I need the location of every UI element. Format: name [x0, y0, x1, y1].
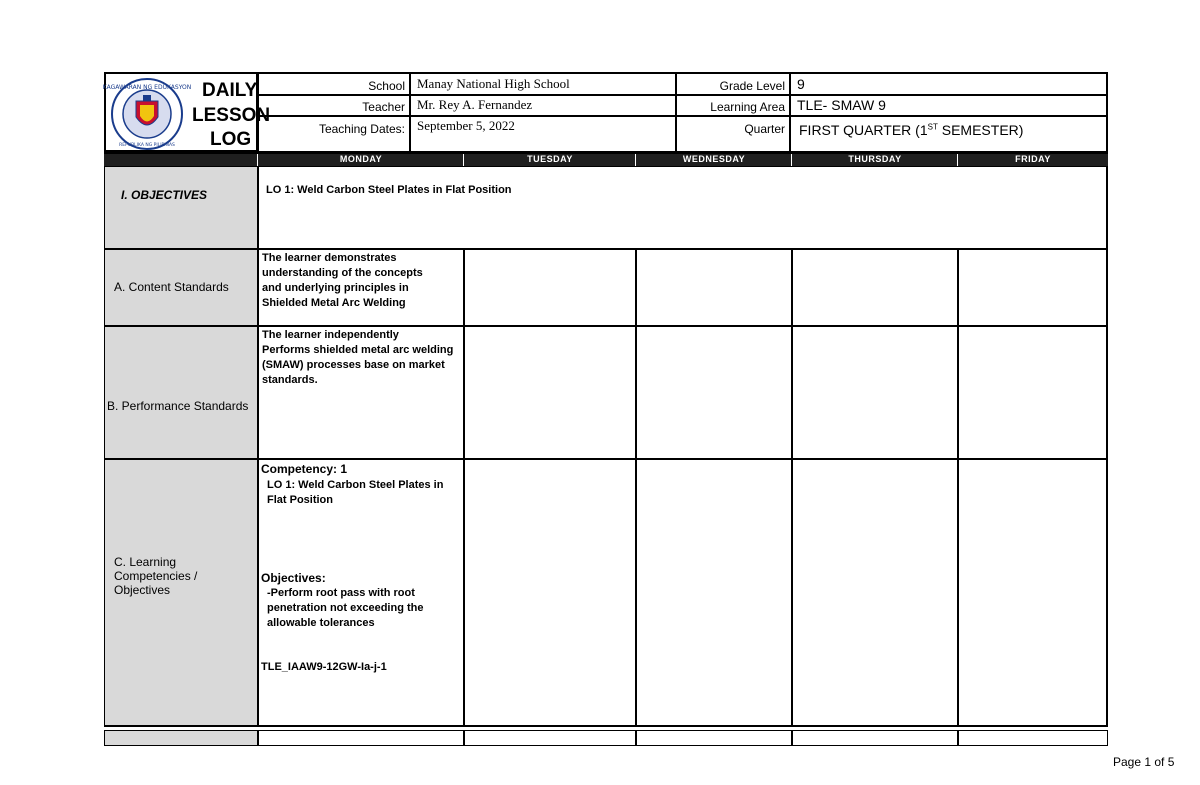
quarter-value-b: SEMESTER) [937, 122, 1024, 138]
quarter-value [791, 117, 1106, 138]
next-row-monday-cell [258, 730, 464, 746]
competency-line: LO 1: Weld Carbon Steel Plates in [267, 479, 444, 491]
content-wednesday-cell [636, 249, 792, 326]
competency-code: TLE_IAAW9-12GW-Ia-j-1 [261, 661, 387, 673]
performance-label: B. Performance Standards [107, 399, 249, 413]
dates-label: Teaching Dates: [318, 122, 405, 136]
competencies-label-line: C. Learning [114, 555, 177, 569]
dates-value: September 5, 2022 [417, 118, 515, 133]
competencies-label-line: Objectives [114, 583, 171, 597]
day-tuesday: TUESDAY [527, 154, 573, 164]
next-row-friday-cell [958, 730, 1108, 746]
competencies-tuesday-cell [464, 459, 636, 726]
quarter-label-cell [676, 116, 790, 152]
teacher-label-cell [258, 95, 410, 116]
performance-monday-cell [258, 326, 464, 459]
content-line: understanding of the concepts [262, 267, 423, 279]
competencies-thursday-cell [792, 459, 958, 726]
performance-line: Performs shielded metal arc welding [262, 344, 454, 356]
content-text [262, 251, 423, 311]
school-value: Manay National High School [417, 76, 570, 91]
content-line: and underlying principles in [262, 282, 409, 294]
objectives-label: I. OBJECTIVES [121, 188, 208, 202]
next-row-thursday-cell [792, 730, 958, 746]
day-thursday: THURSDAY [848, 154, 902, 164]
dates-label-cell [258, 116, 410, 152]
objective-line: allowable tolerances [267, 617, 375, 629]
school-label-cell [258, 72, 410, 95]
area-value-cell [790, 95, 1108, 116]
competency-text [267, 478, 443, 508]
objectives-cell [258, 166, 1108, 249]
grade-label-cell [676, 72, 790, 95]
competencies-wednesday-cell [636, 459, 792, 726]
day-friday: FRIDAY [1015, 154, 1051, 164]
content-monday-cell [258, 249, 464, 326]
seal-bottom-text: REPUBLIKA NG PILIPINAS [119, 143, 175, 148]
next-row-tuesday-cell [464, 730, 636, 746]
school-label: School [368, 79, 405, 93]
performance-text [262, 328, 453, 388]
school-value-cell [410, 72, 676, 95]
content-thursday-cell [792, 249, 958, 326]
performance-line: standards. [262, 374, 318, 386]
dates-value-cell [410, 116, 676, 152]
grade-value-cell [790, 72, 1108, 95]
content-tuesday-cell [464, 249, 636, 326]
objective-text [267, 586, 423, 631]
content-friday-cell [958, 249, 1108, 326]
performance-label-cell [104, 326, 258, 459]
deped-seal-icon [102, 77, 192, 151]
day-monday: MONDAY [339, 154, 383, 164]
performance-tuesday-cell [464, 326, 636, 459]
performance-line: (SMAW) processes base on market [262, 359, 445, 371]
performance-friday-cell [958, 326, 1108, 459]
content-line: The learner demonstrates [262, 252, 397, 264]
objectives-label-cell [104, 166, 258, 249]
competency-line: Flat Position [267, 494, 333, 506]
objective-line: penetration not exceeding the [267, 602, 424, 614]
title-cell [102, 72, 271, 152]
area-label: Learning Area [710, 100, 785, 114]
content-label: A. Content Standards [114, 280, 229, 294]
title-line-lesson: LESSON [192, 105, 271, 126]
next-row-wednesday-cell [636, 730, 792, 746]
teacher-value: Mr. Rey A. Fernandez [417, 97, 533, 112]
title-line-log: LOG [210, 129, 252, 150]
quarter-value-cell [790, 116, 1108, 152]
page-number: Page 1 of 5 [1113, 755, 1175, 769]
title-line-daily: DAILY [202, 80, 258, 101]
competency-heading: Competency: 1 [261, 462, 348, 476]
next-row-label-cell [104, 730, 258, 746]
grade-label: Grade Level [719, 79, 785, 93]
performance-thursday-cell [792, 326, 958, 459]
competencies-label-line: Competencies / [114, 569, 198, 583]
content-label-cell [104, 249, 258, 326]
quarter-sup: ST [927, 122, 938, 132]
content-line: Shielded Metal Arc Welding [262, 297, 406, 309]
performance-wednesday-cell [636, 326, 792, 459]
area-label-cell [676, 95, 790, 116]
competencies-monday-cell [258, 459, 464, 726]
objective-line: -Perform root pass with root [267, 587, 415, 599]
seal-top-text: KAGAWARAN NG EDUKASYON [102, 84, 192, 91]
competencies-label [114, 555, 197, 597]
objectives-heading: Objectives: [261, 571, 326, 585]
objectives-text: LO 1: Weld Carbon Steel Plates in Flat Position [266, 184, 512, 196]
grade-value: 9 [797, 76, 805, 92]
teacher-label: Teacher [362, 100, 405, 114]
day-wednesday: WEDNESDAY [682, 154, 746, 164]
competencies-label-cell [104, 459, 258, 726]
quarter-label: Quarter [744, 122, 785, 136]
competencies-friday-cell [958, 459, 1108, 726]
performance-line: The learner independently [262, 329, 399, 341]
teacher-value-cell [410, 95, 676, 116]
quarter-value-a: FIRST QUARTER (1 [799, 122, 928, 138]
area-value: TLE- SMAW 9 [797, 97, 886, 113]
